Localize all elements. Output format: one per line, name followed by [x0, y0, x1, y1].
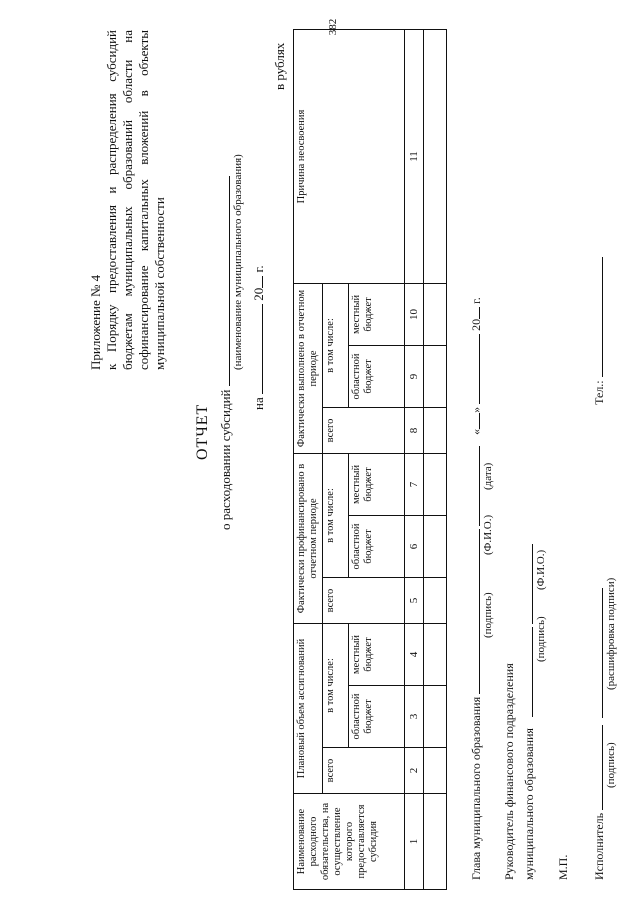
- year-line: [248, 276, 263, 288]
- head-signature-line: [465, 297, 484, 880]
- table-cell[interactable]: [424, 748, 447, 794]
- financed-incl: в том числе:: [323, 453, 349, 577]
- appendix-text: к Порядку предоставления и распределения субсидий бюджетам муниципальных образований области на софинансирование капитальных вложений в объекты муниципальной собственности: [104, 30, 167, 370]
- report-date-line: [248, 265, 267, 410]
- table-cell[interactable]: [424, 516, 447, 578]
- planned-regional: областной бюджет: [349, 686, 405, 748]
- financed-local: местный бюджет: [349, 453, 405, 515]
- planned-local: местный бюджет: [349, 624, 405, 686]
- phone-label: Тел.:: [592, 380, 606, 405]
- header-done: Фактически выполнено в отчетном периоде: [294, 283, 323, 453]
- table-cell[interactable]: [424, 624, 447, 686]
- date-line: [248, 304, 263, 394]
- col-number: 6: [405, 516, 424, 578]
- page-number: 382: [327, 18, 339, 36]
- table-cell[interactable]: [424, 29, 447, 283]
- fin-fio-caption: (Ф.И.О.): [535, 549, 547, 590]
- table-cell[interactable]: [424, 453, 447, 515]
- sign-year-suffix: г.: [469, 297, 483, 304]
- table-cell[interactable]: [424, 686, 447, 748]
- executor-sign-caption: (подпись): [605, 742, 617, 788]
- header-financed: Фактически профинансировано в отчетном периоде: [294, 453, 323, 623]
- municipality-name-line: [215, 176, 230, 386]
- col-number: 11: [405, 29, 424, 283]
- table-cell[interactable]: [424, 283, 447, 345]
- table-cell[interactable]: [424, 345, 447, 407]
- table-cell[interactable]: [424, 578, 447, 624]
- date-close: »: [469, 406, 483, 413]
- col-number: 2: [405, 748, 424, 794]
- fin-head-label-2: муниципального образования: [522, 728, 536, 880]
- done-total: всего: [323, 407, 405, 453]
- fin-head-line: [518, 544, 537, 880]
- stamp-label: М.П.: [556, 854, 570, 880]
- col-number: 3: [405, 686, 424, 748]
- fin-sign-caption: (подпись): [535, 616, 547, 662]
- table-row: [424, 29, 447, 889]
- executor-decode-line: [588, 588, 603, 718]
- report-table: [293, 29, 447, 890]
- date-caption: (дата): [482, 462, 494, 490]
- col-number: 8: [405, 407, 424, 453]
- done-regional: областной бюджет: [349, 345, 405, 407]
- col-number: 4: [405, 624, 424, 686]
- executor-decode-caption: (расшифровка подписи): [605, 577, 617, 690]
- table-number-row: [405, 29, 424, 889]
- appendix-block: [88, 30, 168, 370]
- col-number: 9: [405, 345, 424, 407]
- col-number: 5: [405, 578, 424, 624]
- fin-fio-line: [518, 544, 533, 624]
- done-incl: в том числе:: [323, 283, 349, 407]
- head-label: Глава муниципального образования: [469, 696, 483, 880]
- done-local: местный бюджет: [349, 283, 405, 345]
- sign-year-line: [465, 307, 480, 319]
- col-number: 10: [405, 283, 424, 345]
- report-title: ОТЧЕТ: [194, 403, 211, 460]
- date-prefix: на: [251, 397, 266, 410]
- financed-total: всего: [323, 578, 405, 624]
- planned-total: всего: [323, 748, 405, 794]
- rotated-page: [10, 10, 630, 890]
- executor-sign-line: [588, 725, 603, 810]
- head-fio-caption: (Ф.И.О.): [482, 514, 494, 555]
- col-number: 7: [405, 453, 424, 515]
- fin-sign-line: [518, 627, 533, 717]
- sign-year: 20: [469, 318, 483, 331]
- report-subtitle: о расходовании субсидий: [218, 389, 233, 530]
- report-year: 20: [251, 287, 266, 301]
- executor-label: Исполнитель: [592, 812, 606, 880]
- head-sign-line: [465, 529, 480, 694]
- table-cell[interactable]: [424, 407, 447, 453]
- table-cell[interactable]: [424, 794, 447, 890]
- planned-incl: в том числе:: [323, 624, 349, 748]
- header-obligation: Наименование расходного обязательства, на осуществление которого предоставляется субсидия: [294, 794, 405, 890]
- col-number: 1: [405, 794, 424, 890]
- units-label: в рублях: [272, 42, 287, 90]
- phone-line: [588, 257, 603, 377]
- financed-regional: областной бюджет: [349, 516, 405, 578]
- head-fio-line: [465, 446, 480, 526]
- municipality-caption: (наименование муниципального образования): [232, 154, 244, 370]
- date-open: «: [469, 428, 483, 435]
- header-reason: Причина неосвоения: [294, 29, 405, 283]
- date-day-line: [465, 413, 480, 429]
- year-suffix: г.: [251, 265, 266, 273]
- fin-head-label-1: Руководитель финансового подразделения: [502, 663, 516, 880]
- date-month-line: [465, 334, 480, 404]
- header-planned: Плановый объем ассигнований: [294, 624, 323, 794]
- head-sign-caption: (подпись): [482, 592, 494, 638]
- appendix-title: Приложение № 4: [88, 274, 103, 370]
